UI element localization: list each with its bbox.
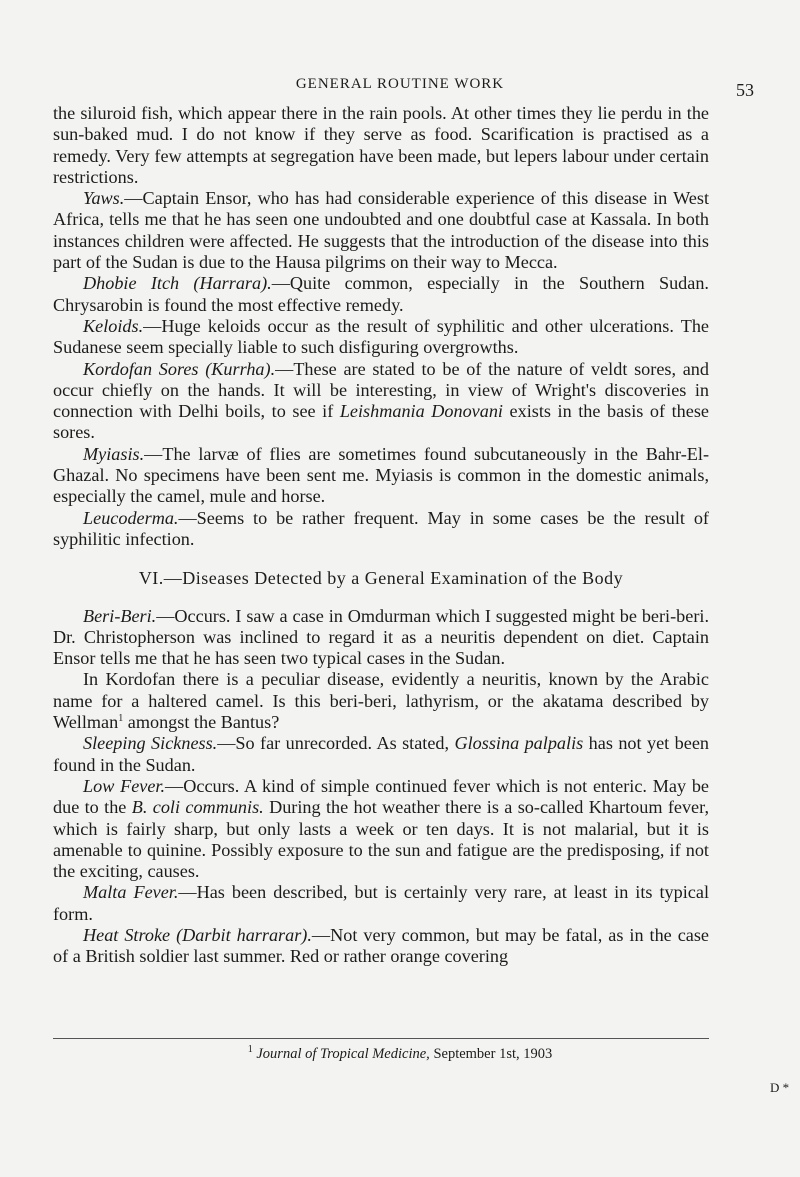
paragraph-continuation: the siluroid fish, which appear there in the rain pools. At other times they lie perdu in the sun-baked mud. I do not know if they serve as food. Scarification is practised as a remedy. Very few attempts at segregation have been made, but lepers labour under certain restrictions. bbox=[53, 103, 709, 187]
paragraph-beri-beri: Beri-Beri.—Occurs. I saw a case in Omdurman which I suggested might be beri-beri. Dr. Christopherson was inclined to regard it as a neuritis dependent on diet. Captain Ensor tells me that he has seen two typical cases in the Sudan. bbox=[53, 605, 709, 669]
term-heat-stroke: Heat Stroke (Darbit harrarar). bbox=[83, 924, 312, 945]
term-myiasis: Myiasis. bbox=[83, 443, 145, 464]
paragraph-kordofan-sores: Kordofan Sores (Kurrha).—These are stated to be of the nature of veldt sores, and occur chiefly on the hands. It will be interesting, in view of Wright's discoveries in connection with Delhi boils, to see if Leishmania Donovani exists in the basis of these sores. bbox=[53, 358, 709, 443]
term-malta-fever: Malta Fever. bbox=[83, 882, 179, 903]
page-number: 53 bbox=[736, 80, 754, 100]
signature-mark: D * bbox=[770, 1080, 790, 1095]
paragraph-sleeping-sickness: Sleeping Sickness.—So far unrecorded. As stated, Glossina palpalis has not yet been found in the Sudan. bbox=[53, 733, 709, 775]
term-kordofan-sores: Kordofan Sores (Kurrha). bbox=[83, 358, 276, 379]
term-low-fever: Low Fever. bbox=[83, 775, 166, 796]
paragraph-keloids: Keloids.—Huge keloids occur as the result of syphilitic and other ulcerations. The Sudanese seem specially liable to such disfiguring overgrowths. bbox=[53, 315, 709, 358]
footnote: $^1$ Journal of Tropical Medicine, September 1st, 1903 bbox=[247, 1044, 553, 1062]
term-beri-beri: Beri-Beri. bbox=[83, 605, 157, 626]
paragraph-low-fever: Low Fever.—Occurs. A kind of simple continued fever which is not enteric. May be due to the B. coli communis. During the hot weather there is a so-called Khartoum fever, which is fairly sharp, but only lasts a week or ten days. It is not malarial, but it is amenable to quinine. Possibly exposure to the sun and fatigue are the predisposing, if not the exciting, causes. bbox=[53, 775, 710, 882]
paragraph-malta-fever: Malta Fever.—Has been described, but is certainly very rare, at least in its typical form. bbox=[53, 882, 709, 924]
footnote-rule bbox=[53, 1038, 709, 1039]
term-dhobie-itch: Dhobie Itch (Harrara). bbox=[83, 273, 272, 294]
term-leucoderma: Leucoderma. bbox=[83, 507, 179, 528]
section-heading: VI.—Diseases Detected by a General Examination of the Body bbox=[138, 568, 624, 589]
paragraph-dhobie-itch: Dhobie Itch (Harrara).—Quite common, especially in the Southern Sudan. Chrysarobin is found the most effective remedy. bbox=[53, 273, 709, 315]
paragraph-kordofan-neuritis: In Kordofan there is a peculiar disease, evidently a neuritis, known by the Arabic name for a haltered camel. Is this beri-beri, lathyrism, or the akatama described by Wellman$^1$ amongst the Bantus? bbox=[53, 669, 709, 733]
term-sleeping-sickness: Sleeping Sickness. bbox=[83, 733, 218, 754]
paragraph-leucoderma: Leucoderma.—Seems to be rather frequent. May in some cases be the result of syphilitic infection. bbox=[53, 507, 709, 549]
paragraph-yaws: Yaws.—Captain Ensor, who has had considerable experience of this disease in West Africa, tells me that he has seen one undoubted and one doubtful case at Kassala. In both instances children were affected. He suggests that the introduction of the disease into this part of the Sudan is due to the Hausa pilgrims on their way to Mecca. bbox=[53, 188, 709, 273]
body-text bbox=[53, 103, 709, 968]
paragraph-myiasis: Myiasis.—The larvæ of flies are sometimes found subcutaneously in the Bahr-El-Ghazal. No specimens have been sent me. Myiasis is common in the domestic animals, especially the camel, mule and horse. bbox=[53, 443, 709, 507]
running-head: GENERAL ROUTINE WORK bbox=[295, 76, 505, 92]
term-keloids: Keloids. bbox=[83, 315, 144, 336]
term-yaws: Yaws. bbox=[83, 188, 125, 209]
footnote-reference: 1 bbox=[118, 712, 124, 724]
paragraph-heat-stroke: Heat Stroke (Darbit harrarar).—Not very common, but may be fatal, as in the case of a British soldier last summer. Red or rather orange covering bbox=[53, 924, 709, 967]
